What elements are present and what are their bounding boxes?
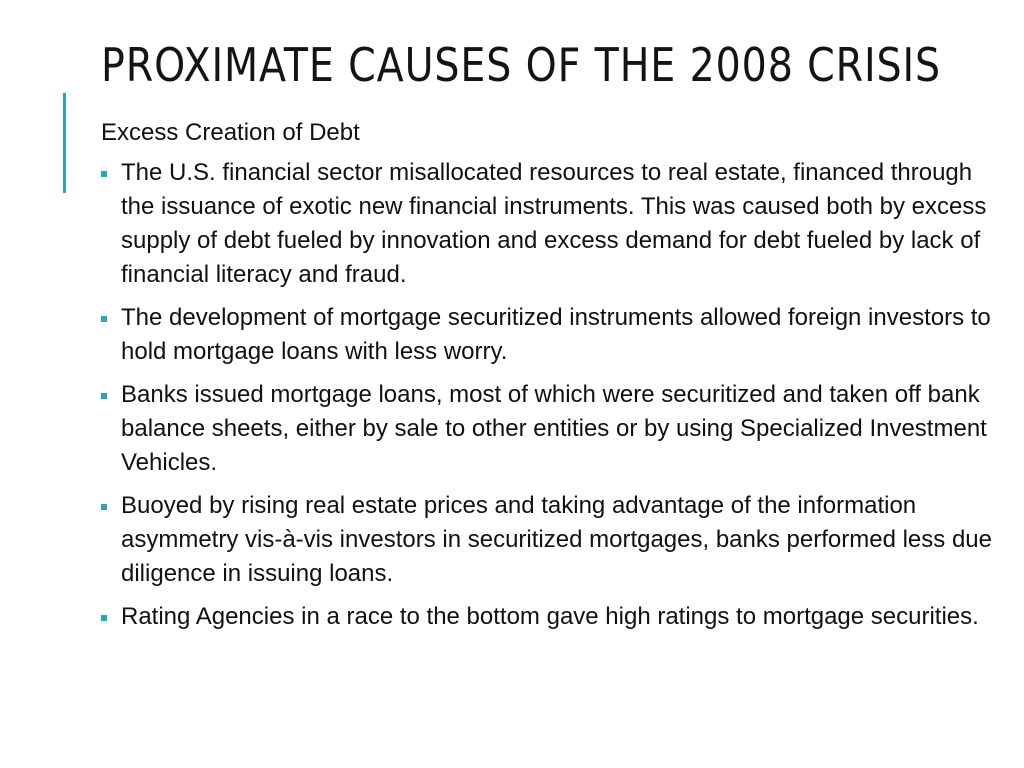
slide-title: PROXIMATE CAUSES OF THE 2008 CRISIS	[101, 38, 941, 92]
bullet-text: Banks issued mortgage loans, most of which were securitized and taken off bank balance sheets, either by sale to other entities or by using Specialized Investment Vehicles.	[121, 381, 987, 476]
square-bullet-icon	[101, 171, 107, 177]
bullet-item	[101, 378, 1001, 480]
bullet-item	[101, 489, 1001, 591]
slide-content	[101, 116, 1001, 643]
bullet-text: Buoyed by rising real estate prices and taking advantage of the information asymmetry vis-à-vis investors in securitized mortgages, banks performed less due diligence in issuing loans.	[121, 492, 992, 587]
accent-bar	[63, 93, 66, 193]
square-bullet-icon	[101, 316, 107, 322]
slide-subtitle: Excess Creation of Debt	[101, 119, 360, 146]
square-bullet-icon	[101, 393, 107, 399]
bullet-text: Rating Agencies in a race to the bottom gave high ratings to mortgage securities.	[121, 603, 979, 630]
bullet-list	[101, 156, 1001, 634]
bullet-item	[101, 600, 1001, 634]
square-bullet-icon	[101, 615, 107, 621]
bullet-item	[101, 301, 1001, 369]
square-bullet-icon	[101, 504, 107, 510]
bullet-text: The U.S. financial sector misallocated resources to real estate, financed through the issuance of exotic new financial instruments. This was caused both by excess supply of debt fueled by innovation and excess demand for debt fueled by lack of financial literacy and fraud.	[121, 159, 987, 288]
bullet-text: The development of mortgage securitized instruments allowed foreign investors to hold mortgage loans with less worry.	[121, 304, 991, 365]
bullet-item	[101, 156, 1001, 292]
